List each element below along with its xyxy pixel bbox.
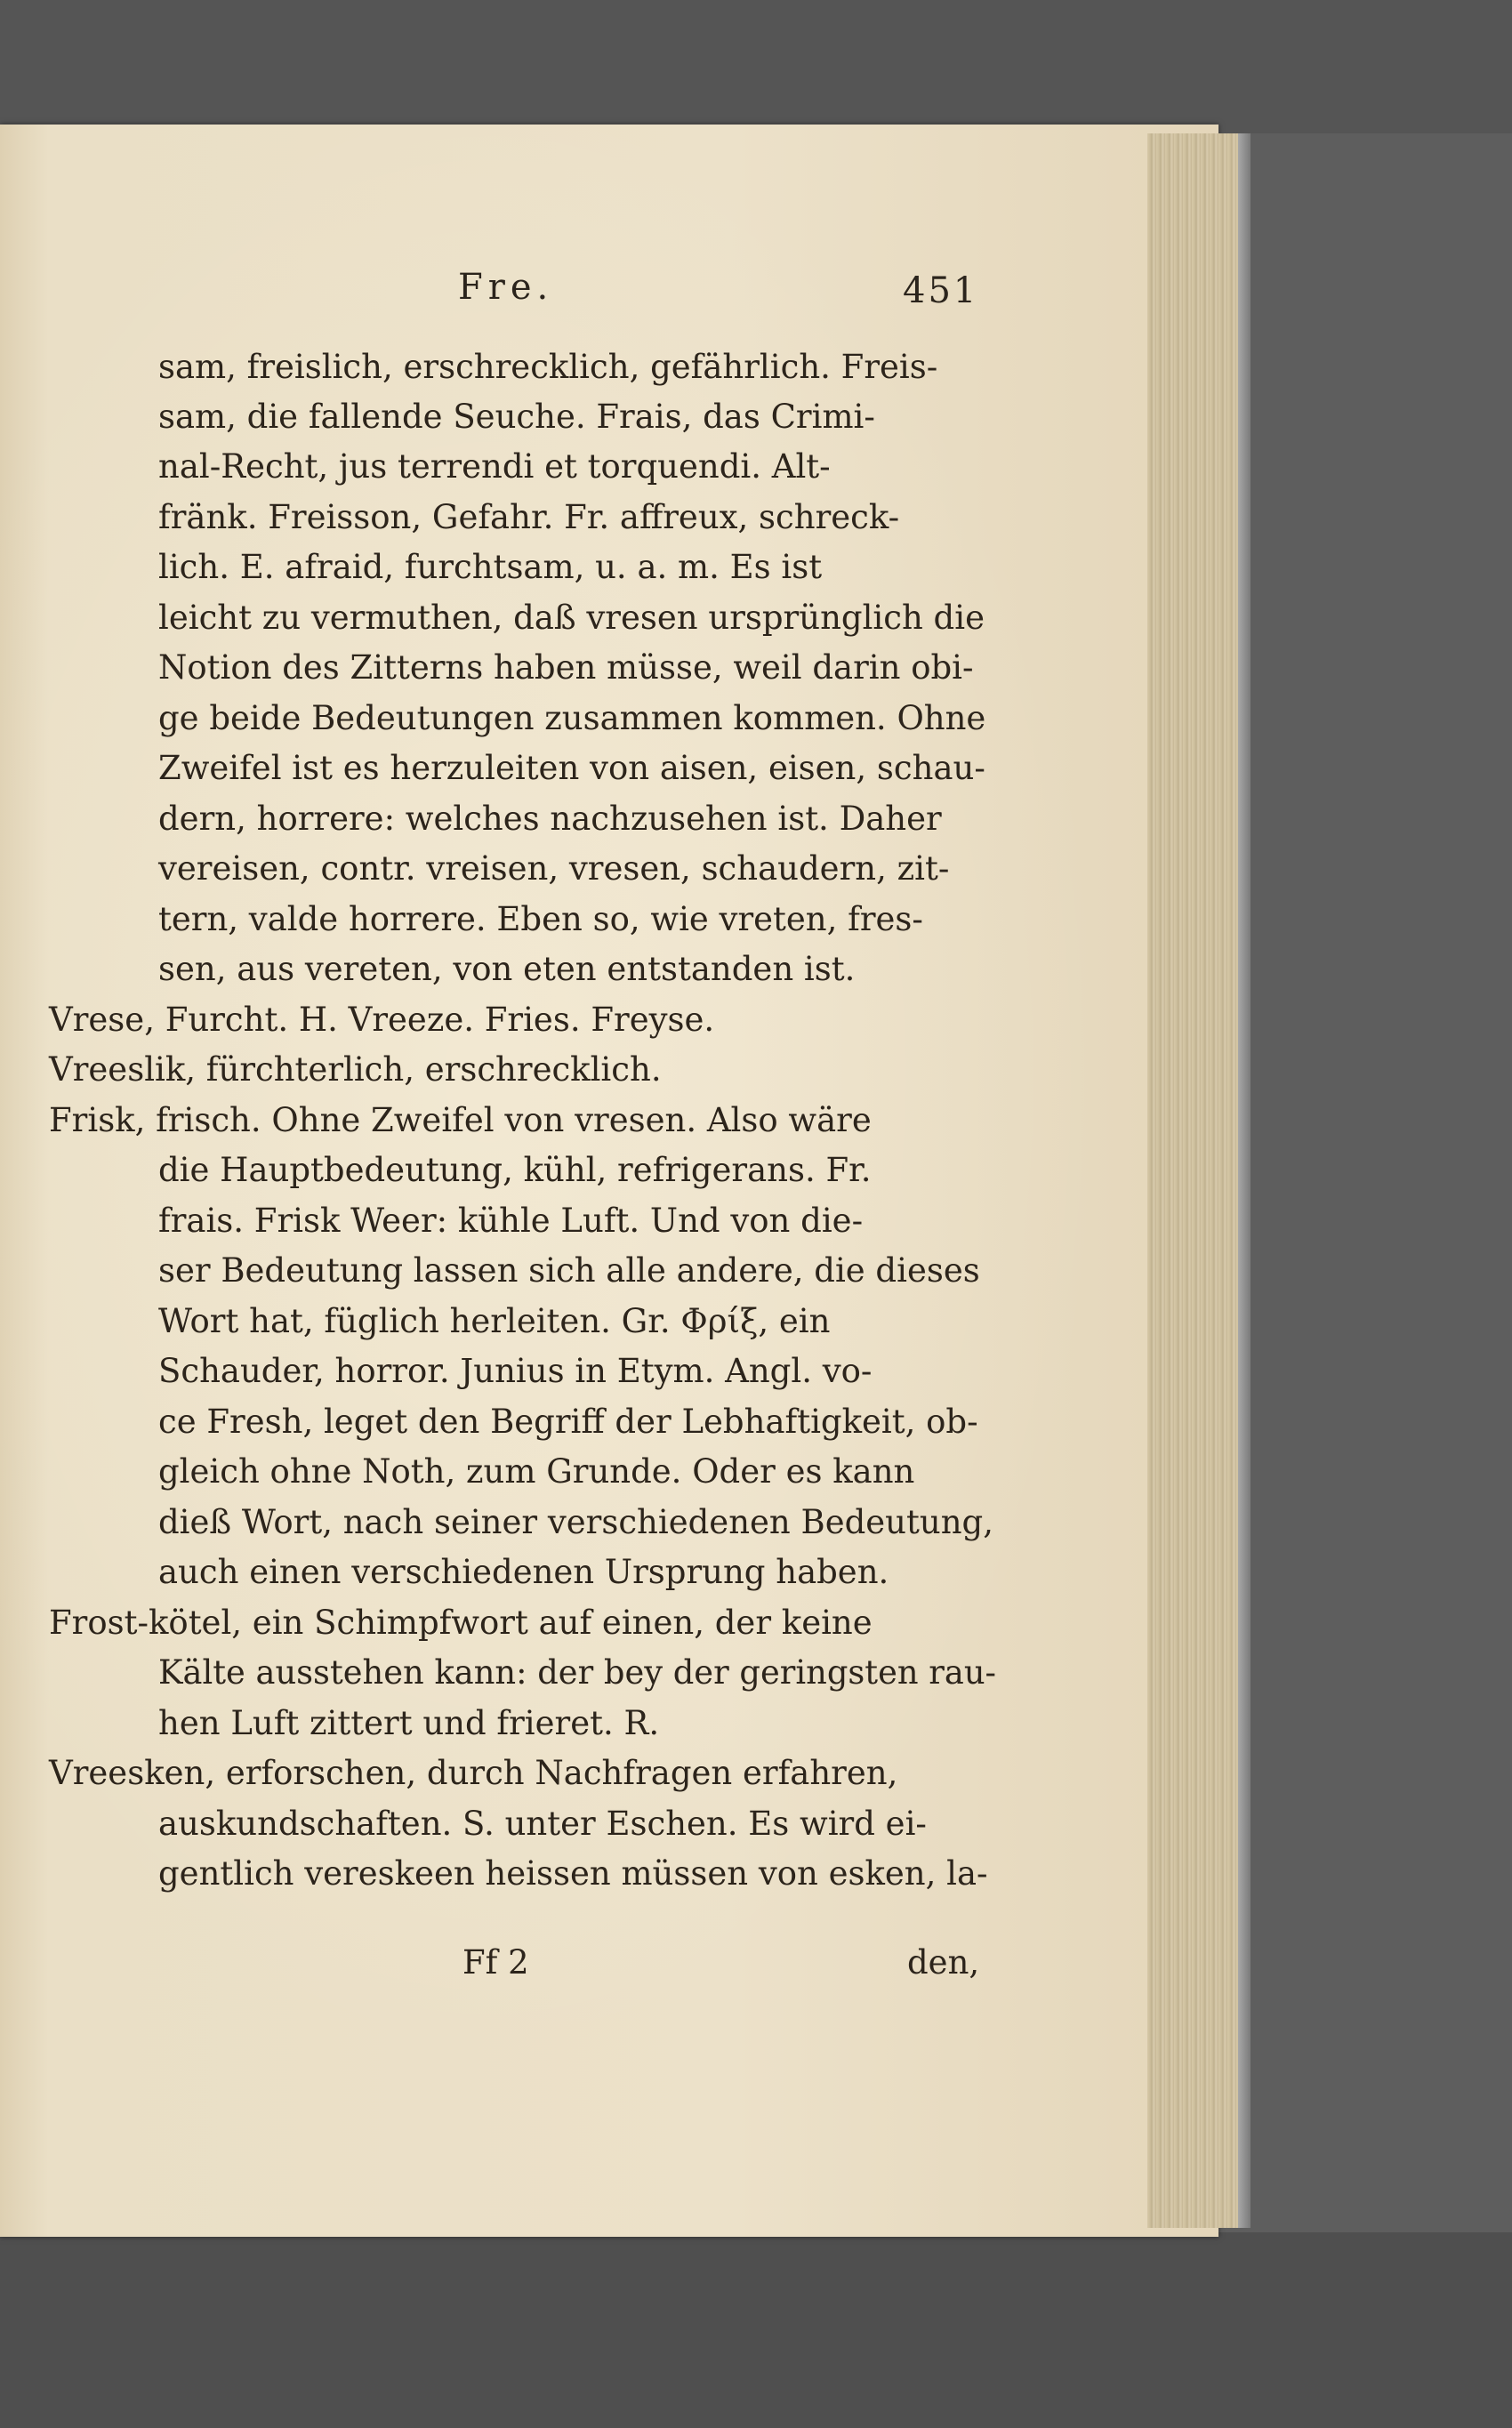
page-number: 451 (903, 270, 979, 311)
text-line: hen Luft zittert und frieret. R. (158, 1704, 660, 1742)
running-head (0, 267, 1218, 320)
text-line: Schauder, horror. Junius in Etym. Angl. vo- (158, 1352, 873, 1390)
text-line: Zweifel ist es herzuleiten von aisen, eisen, schau- (158, 749, 985, 787)
text-line: dern, horrere: welches nachzusehen ist. Daher (158, 800, 942, 838)
entry-headword-line: Vreesken, erforschen, durch Nachfragen erfahren, (49, 1754, 898, 1792)
signature-mark: Ff 2 (462, 1943, 529, 1982)
text-line: Kälte ausstehen kann: der bey der geringsten rau- (158, 1653, 996, 1692)
text-line: dieß Wort, nach seiner verschiedenen Bedeutung, (158, 1503, 993, 1541)
scan-background-top (0, 0, 1512, 133)
text-line: nal-Recht, jus terrendi et torquendi. Alt- (158, 447, 831, 486)
text-line: leicht zu vermuthen, daß vresen ursprünglich die (158, 599, 985, 637)
entry-headword-line: Vrese, Furcht. H. Vreeze. Fries. Freyse. (49, 1001, 715, 1039)
entry-headword-line: Vreeslik, fürchterlich, erschrecklich. (49, 1050, 662, 1089)
text-line: Wort hat, füglich herleiten. Gr. Φρίξ, ein (158, 1302, 831, 1340)
text-line: vereisen, contr. vreisen, vresen, schaudern, zit- (158, 849, 950, 888)
text-line: die Hauptbedeutung, kühl, refrigerans. Fr. (158, 1151, 872, 1189)
text-line: auskundschaften. S. unter Eschen. Es wird ei- (158, 1805, 927, 1843)
text-line: sam, freislich, erschrecklich, gefährlich. Freis- (158, 348, 938, 386)
text-line: tern, valde horrere. Eben so, wie vreten, fres- (158, 900, 923, 938)
book-edge-shadow (1238, 133, 1251, 2228)
text-line: auch einen verschiedenen Ursprung haben. (158, 1553, 889, 1591)
text-line: gleich ohne Noth, zum Grunde. Oder es kann (158, 1452, 915, 1491)
catchword: den, (907, 1943, 980, 1982)
entry-headword-line: Frisk, frisch. Ohne Zweifel von vresen. Also wäre (49, 1101, 872, 1139)
text-line: sam, die fallende Seuche. Frais, das Crimi- (158, 398, 875, 436)
running-head-title: Fre. (458, 267, 554, 308)
text-line: gentlich vereskeen heissen müssen von esken, la- (158, 1854, 988, 1893)
entry-headword-line: Frost-kötel, ein Schimpfwort auf einen, der keine (49, 1604, 873, 1642)
text-line: ser Bedeutung lassen sich alle andere, die dieses (158, 1251, 980, 1290)
text-line: ce Fresh, leget den Begriff der Lebhaftigkeit, ob- (158, 1403, 978, 1441)
text-line: sen, aus vereten, von eten entstanden ist. (158, 950, 856, 988)
text-line: Notion des Zitterns haben müsse, weil darin obi- (158, 648, 974, 687)
scan-background-bottom (0, 2232, 1512, 2428)
text-line: lich. E. afraid, furchtsam, u. a. m. Es ist (158, 548, 823, 586)
text-line: fränk. Freisson, Gefahr. Fr. affreux, schreck- (158, 498, 900, 536)
text-line: ge beide Bedeutungen zusammen kommen. Ohne (158, 699, 986, 737)
text-line: frais. Frisk Weer: kühle Luft. Und von die- (158, 1202, 864, 1240)
page-edges (1147, 133, 1251, 2228)
